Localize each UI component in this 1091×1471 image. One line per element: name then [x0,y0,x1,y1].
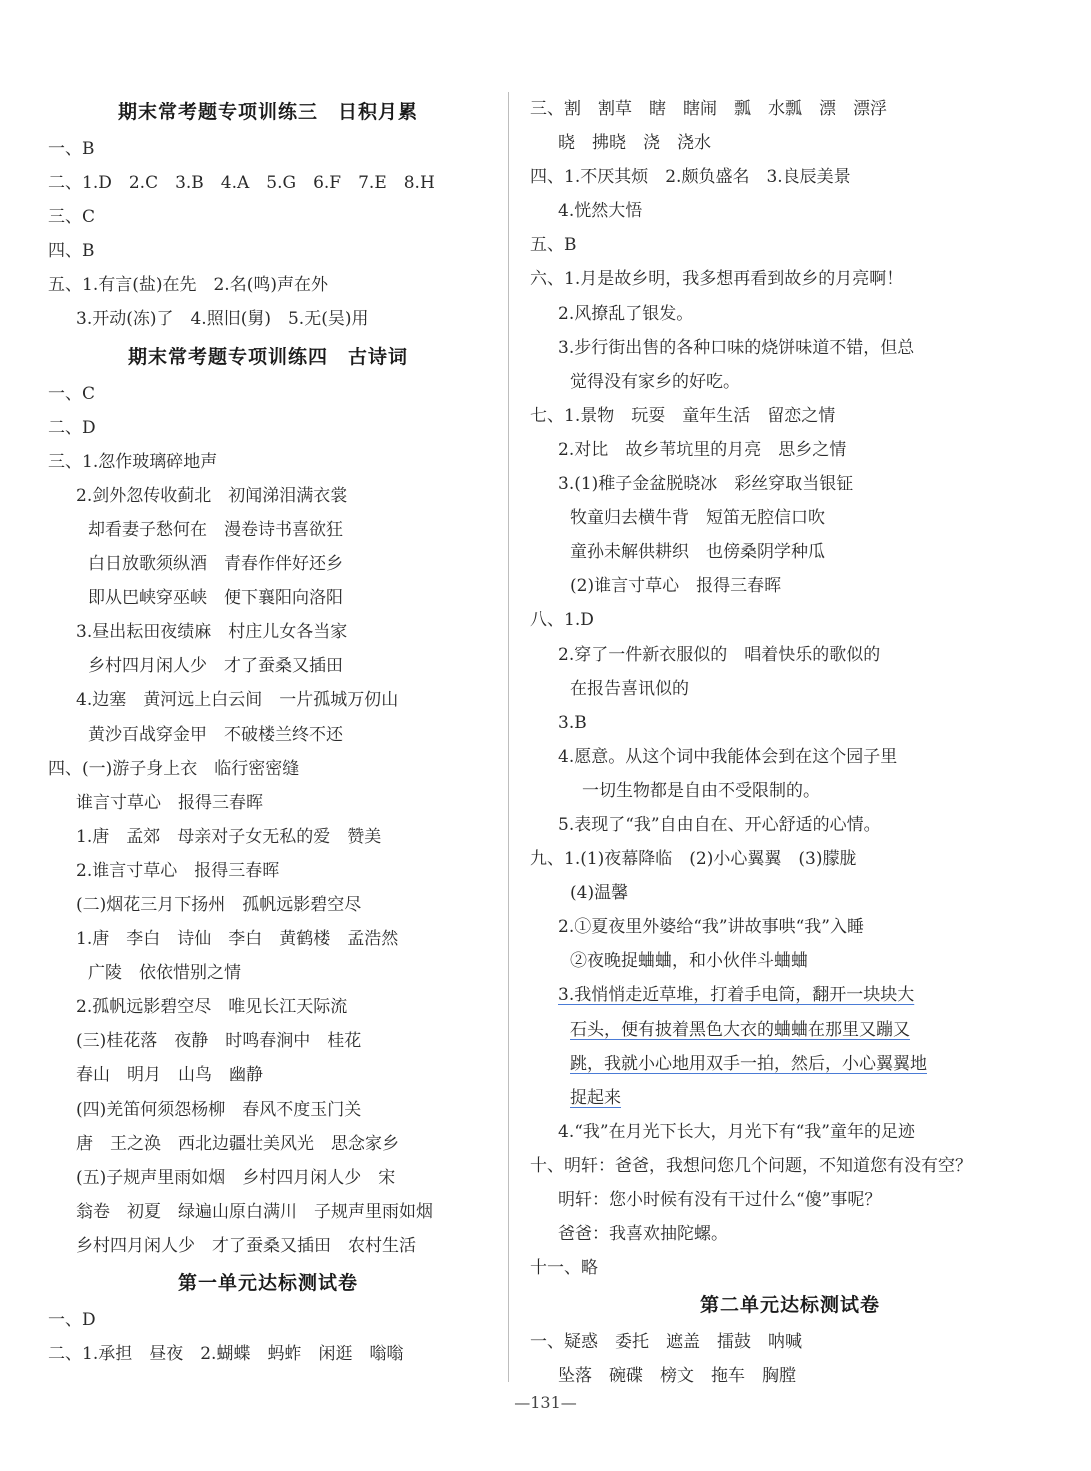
answer-text: 3.步行街出售的各种口味的烧饼味道不错，但总 [558,337,915,358]
answer-line [48,922,488,956]
answer-text: 黄沙百战穿金甲 不破楼兰终不还 [88,724,343,745]
answer-text: 2.剑外忽传收蓟北 初闻涕泪满衣裳 [76,485,348,506]
section-heading [48,92,488,132]
answer-text: 二、1.D 2.C 3.B 4.A 5.G 6.F 7.E 8.H [48,173,435,194]
answer-text: 2.孤帆远影碧空尽 唯见长江天际流 [76,997,348,1018]
answer-line [530,842,1050,876]
answer-line [48,1161,488,1195]
answer-text: 1.唐 李白 诗仙 李白 黄鹤楼 孟浩然 [76,929,399,950]
answer-line [48,1093,488,1127]
answer-text: 3.B [558,712,587,733]
answer-text: 二、D [48,417,96,438]
answer-text: 一、B [48,139,95,159]
answer-line [48,581,488,615]
answer-line [530,774,1050,808]
answer-line [530,944,1050,978]
answer-line [530,1325,1050,1359]
answer-line [48,445,488,479]
answer-text: 1.唐 孟郊 母亲对子女无私的爱 赞美 [76,826,382,847]
answer-line [530,638,1050,672]
answer-line [48,1058,488,1092]
answer-text: 4.恍然大悟 [558,201,643,222]
answer-text: 2.风撩乱了银发。 [558,303,694,324]
answer-text: 三、1.忽作玻璃碎地声 [48,451,218,472]
answer-line [530,535,1050,569]
answer-text: (四)羌笛何须怨杨柳 春风不度玉门关 [76,1099,362,1120]
answer-line [530,706,1050,740]
answer-line [48,820,488,854]
answer-line [48,1127,488,1161]
answer-text: 3.开动(冻)了 4.照旧(舅) 5.无(吴)用 [76,309,369,330]
right-column [530,92,1050,1393]
answer-text: 乡村四月闲人少 才了蚕桑又插田 农村生活 [76,1235,416,1256]
answer-line [48,302,488,336]
answer-text: 觉得没有家乡的好吃。 [570,371,740,392]
answer-line [48,547,488,581]
answer-text: 白日放歌须纵酒 青春作伴好还乡 [88,554,343,575]
answer-text: 谁言寸草心 报得三春晖 [76,792,263,813]
answer-text: 一、D [48,1310,96,1330]
answer-text: (五)子规声里雨如烟 乡村四月闲人少 宋 [76,1167,396,1188]
answer-line [48,683,488,717]
answer-line [530,1251,1050,1285]
answer-line [530,1115,1050,1149]
answer-text: 十一、略 [530,1258,598,1279]
answer-line [530,365,1050,399]
answer-text: ②夜晚捉蛐蛐，和小伙伴斗蛐蛐 [570,951,808,972]
answer-line [530,467,1050,501]
answer-text: 唐 王之涣 西北边疆壮美风光 思念家乡 [76,1133,399,1154]
answer-text: 2.①夏夜里外婆给“我”讲故事哄“我”入睡 [558,917,864,938]
answer-text: 却看妻子愁何在 漫卷诗书喜欲狂 [88,519,343,540]
answer-line [530,1359,1050,1393]
answer-line [48,513,488,547]
answer-line [530,1013,1050,1047]
answer-text: 五、B [530,235,577,256]
answer-line [48,615,488,649]
answer-line [530,910,1050,944]
answer-text: 牧童归去横牛背 短笛无腔信口吹 [570,508,825,529]
answer-text: 一、C [48,383,96,404]
answer-line [48,888,488,922]
answer-text: 4.“我”在月光下长大，月光下有“我”童年的足迹 [558,1121,915,1142]
answer-text: 4.边塞 黄河远上白云间 一片孤城万仞山 [76,690,399,711]
answer-line [48,200,488,234]
answer-line [530,978,1050,1012]
answer-line [48,718,488,752]
answer-text: (三)桂花落 夜静 时鸣春涧中 桂花 [76,1031,362,1052]
answer-line [530,228,1050,262]
answer-line [48,854,488,888]
answer-line [530,297,1050,331]
answer-line [530,194,1050,228]
answer-text: 三、割 割草 瞎 瞎闹 瓢 水瓢 漂 漂浮 [530,99,887,119]
answer-line [48,166,488,200]
answer-text: 三、C [48,207,96,228]
answer-text: 跳，我就小心地用双手一拍，然后，小心翼翼地 [570,1053,927,1074]
answer-line [530,262,1050,296]
answer-text: 春山 明月 山鸟 幽静 [76,1065,263,1086]
answer-text: 5.表现了“我”自由自在、开心舒适的心情。 [558,814,881,835]
section-heading [48,337,488,377]
answer-text: 乡村四月闲人少 才了蚕桑又插田 [88,656,343,677]
answer-text: 十、明轩：爸爸，我想问您几个问题，不知道您有没有空？ [530,1155,972,1176]
answer-text: 即从巴峡穿巫峡 便下襄阳向洛阳 [88,588,343,609]
answer-line [530,1047,1050,1081]
answer-text: 石头，便有披着黑色大衣的蛐蛐在那里又蹦又 [570,1019,910,1040]
answer-line [48,377,488,411]
section-heading [48,1263,488,1303]
answer-line [530,672,1050,706]
heading-text: 第二单元达标测试卷 [699,1294,880,1317]
answer-text: 一、疑惑 委托 遮盖 擂鼓 呐喊 [530,1332,802,1353]
answer-text: 明轩：您小时候有没有干过什么“傻”事呢？ [558,1190,882,1210]
answer-text: 七、1.景物 玩耍 童年生活 留恋之情 [530,405,836,426]
column-divider [508,92,509,1382]
answer-text: 晓 拂晓 浇 浇水 [558,133,711,154]
heading-text: 期末常考题专项训练四 古诗词 [127,345,408,368]
answer-text: 3.昼出耘田夜绩麻 村庄儿女各当家 [76,622,348,643]
answer-text: 广陵 依依惜别之情 [88,963,241,984]
answer-line [530,331,1050,365]
answer-line [530,92,1050,126]
answer-line [530,501,1050,535]
answer-line [530,740,1050,774]
page-number: —131— [514,1393,577,1412]
answer-text: 六、1.月是故乡明，我多想再看到故乡的月亮啊！ [530,269,904,290]
answer-text: (4)温馨 [570,883,629,904]
answer-line [530,1217,1050,1251]
answer-text: 四、B [48,241,95,262]
answer-line [48,1229,488,1263]
answer-text: 爸爸：我喜欢抽陀螺。 [558,1224,728,1245]
answer-line [48,479,488,513]
answer-line [48,411,488,445]
answer-text: 童孙未解供耕织 也傍桑阴学种瓜 [570,542,825,563]
answer-line [48,649,488,683]
answer-line [48,1303,488,1337]
answer-text: 九、1.(1)夜幕降临 (2)小心翼翼 (3)朦胧 [530,849,857,870]
answer-line [48,234,488,268]
answer-text: 2.穿了一件新衣服似的 唱着快乐的歌似的 [558,644,881,665]
left-column [48,92,488,1371]
answer-line [530,603,1050,637]
answer-line [48,132,488,166]
answer-line [48,990,488,1024]
answer-line [48,1195,488,1229]
answer-line [530,1081,1050,1115]
answer-line [48,752,488,786]
heading-text: 第一单元达标测试卷 [177,1272,358,1294]
answer-line [48,786,488,820]
answer-text: (2)谁言寸草心 报得三春晖 [570,576,782,597]
answer-line [530,876,1050,910]
answer-text: 捉起来 [570,1087,621,1108]
answer-text: 一切生物都是自由不受限制的。 [582,780,820,801]
answer-text: 4.愿意。从这个词中我能体会到在这个园子里 [558,746,898,767]
answer-line [530,569,1050,603]
answer-line [530,808,1050,842]
answer-line [530,126,1050,160]
answer-text: 3.(1)稚子金盆脱晓冰 彩丝穿取当银钲 [558,474,854,495]
answer-line [530,1149,1050,1183]
answer-text: 四、(一)游子身上衣 临行密密缝 [48,758,300,779]
answer-text: 2.谁言寸草心 报得三春晖 [76,860,280,881]
answer-text: 坠落 碗碟 榜文 拖车 胸膛 [558,1366,796,1387]
answer-line [530,1183,1050,1217]
answer-text: 在报告喜讯似的 [570,678,689,699]
section-heading [530,1285,1050,1325]
answer-line [48,1337,488,1371]
answer-line [48,1024,488,1058]
answer-text: (二)烟花三月下扬州 孤帆远影碧空尽 [76,894,362,915]
answer-line [48,268,488,302]
answer-line [48,956,488,990]
answer-text: 2.对比 故乡苇坑里的月亮 思乡之情 [558,439,847,460]
heading-text: 期末常考题专项训练三 日积月累 [117,101,418,123]
answer-line [530,160,1050,194]
answer-text: 五、1.有言(盐)在先 2.名(鸣)声在外 [48,275,328,296]
answer-text: 八、1.D [530,610,594,631]
answer-line [530,433,1050,467]
answer-text: 翁卷 初夏 绿遍山原白满川 子规声里雨如烟 [76,1201,433,1222]
answer-line [530,399,1050,433]
answer-text: 3.我悄悄走近草堆，打着手电筒，翻开一块块大 [558,985,915,1006]
answer-text: 四、1.不厌其烦 2.颇负盛名 3.良辰美景 [530,167,851,188]
answer-text: 二、1.承担 昼夜 2.蝴蝶 蚂蚱 闲逛 嗡嗡 [48,1344,404,1365]
